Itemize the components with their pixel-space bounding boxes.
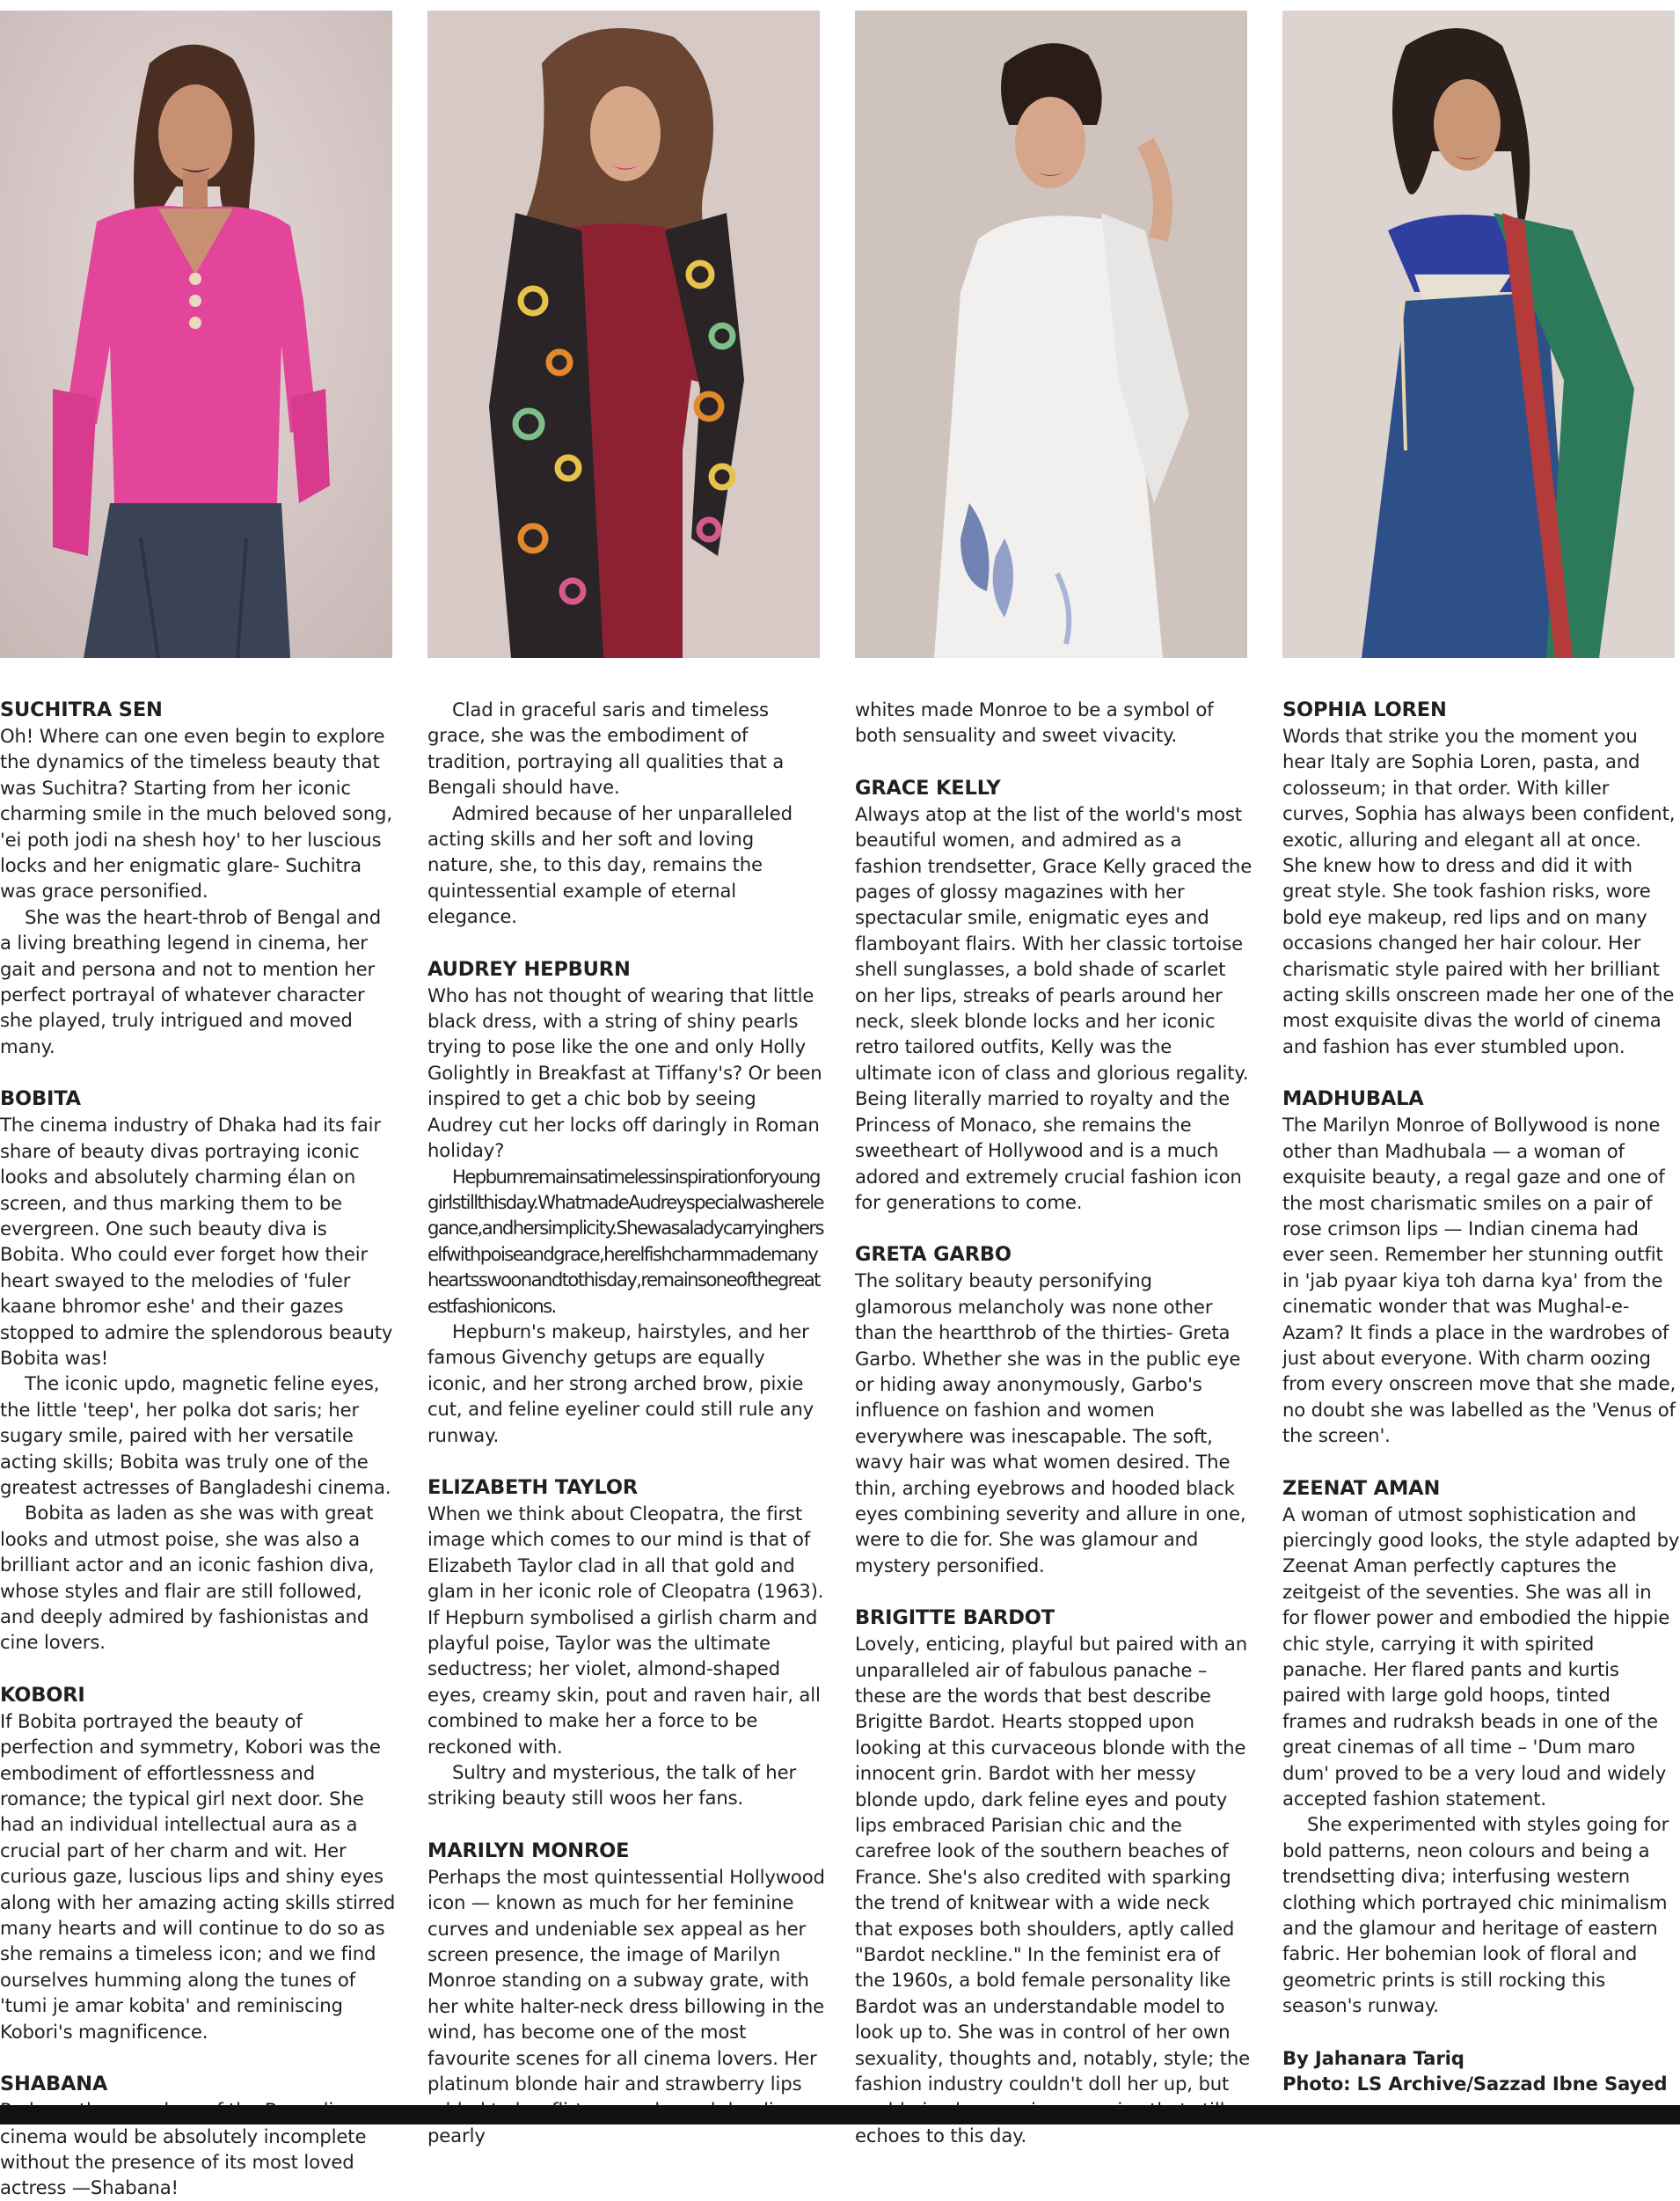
paragraph: cinema would be absolutely incomplete without the presence of its most loved actress —Shabana!	[0, 2124, 367, 2199]
paragraph: Lovely, enticing, playful but paired with an unparalleled air of fabulous panache – these are the words that best describe Brigitte Bardot. Hearts stopped upon looking at this curvaceous blonde with the innocent grin. Bardot with her messy blonde updo, dark feline eyes and pouty lips embraced Parisian chic and the carefree look of the southern beaches of France. She's also credited with sparking the trend of knitwear with a wide neck that exposes both shoulders, aptly called "Bardot neckline." In the feminist era of the 1960s, a bold female personality like Bardot was an understandable model to look up to. She was in control of her own sexuality, thoughts and, notably, style; the fashion industry couldn't doll her up, but echoes to this day.	[855, 1633, 1251, 2146]
paragraph: Sultry and mysterious, the talk of her striking beauty still woos her fans.	[427, 1761, 797, 1810]
section-heading-marilyn-monroe: MARILYN MONROE	[427, 1839, 630, 1862]
photo-credit: Photo: LS Archive/Sazzad Ibne Sayed	[1282, 2073, 1668, 2095]
photo-model-maroon-sari	[427, 11, 820, 658]
paragraph: The solitary beauty personifying glamorous melancholy was none other than the heartthrob of the thirties- Greta Garbo. Whether she was in the public eye or hiding away anonymously, Garbo's influence on fashion and women everywhere was inescapable. The soft, wavy hair was what women desired. The thin, arching eyebrows and hooded black eyes combining severity and allure in one, were to die for. She was glamour and mystery personified.	[855, 1269, 1246, 1576]
section-heading-madhubala: MADHUBALA	[1282, 1087, 1424, 1111]
section-heading-bobita: BOBITA	[0, 1087, 81, 1111]
section-heading-shabana: SHABANA	[0, 2073, 108, 2096]
article-column-4	[1282, 697, 1680, 2097]
paragraph: The cinema industry of Dhaka had its fair share of beauty divas portraying iconic looks and absolutely charming élan on screen, and thus marking them to be evergreen. One such beauty diva is Bobita. Who could ever forget how their heart swayed to the melodies of 'fuler kaane bhromor eshe' and their gazes stopped to admire the splendorous beauty Bobita was!	[0, 1114, 393, 1369]
section-heading-kobori: KOBORI	[0, 1683, 85, 1707]
section-heading-zeenat-aman: ZEENAT AMAN	[1282, 1476, 1441, 1500]
paragraph: The iconic updo, magnetic feline eyes, the little 'teep', her polka dot saris; her sugary smile, paired with her versatile acting skills; Bobita was truly one of the greatest actresses of Bangladeshi cinema.	[0, 1372, 391, 1498]
paragraph: Clad in graceful saris and timeless grace, she was the embodiment of tradition, portraying all qualities that a Bengali should have.	[427, 698, 785, 799]
paragraph: Hepburnremainsatimelessinspirationforyounggirlstillthisday.WhatmadeAudreyspecialwasherelegance,andhersimplicity.Shewasaladycarryingherselfwithpoiseandgrace,herelfishcharmmademanyheartsswoonandtothisday,remainsoneofthegreatestfashionicons.	[427, 1165, 823, 1317]
photo-model-blue-sari	[1282, 11, 1675, 658]
paragraph: She experimented with styles going for bold patterns, neon colours and being a trendsetting diva; interfusing western clothing which portrayed chic minimalism and the glamour and heritage of eastern fabric. Her bohemian look of floral and geometric prints is still rocking this season's runway.	[1282, 1813, 1669, 2017]
paragraph: Hepburn's makeup, hairstyles, and her famous Givenchy getups are equally iconic, and her strong arched brow, pixie cut, and feline eyeliner could still rule any runway.	[427, 1320, 814, 1446]
paragraph: A woman of utmost sophistication and piercingly good looks, the style adapted by Zeenat Aman perfectly captures the zeitgeist of the seventies. She was all in for flower power and embodied the hippie chic style, carrying it with spirited panache. Her flared pants and kurtis paired with large gold hoops, tinted frames and rudraksh beads in one of the great cinemas of all time – 'Dum maro dum' proved to be a very loud and widely accepted fashion statement.	[1282, 1503, 1680, 1810]
photo-model-pink-top	[0, 11, 392, 658]
paragraph: Bobita as laden as she was with great looks and utmost poise, she was also a brilliant actor and an iconic fashion diva, whose styles and flair are still followed, and deeply admired by fashionistas and cine lovers.	[0, 1502, 375, 1654]
section-heading-sophia-loren: SOPHIA LOREN	[1282, 698, 1447, 721]
section-heading-elizabeth-taylor: ELIZABETH TAYLOR	[427, 1475, 639, 1499]
paragraph: Oh! Where can one even begin to explore the dynamics of the timeless beauty that was Suchitra? Starting from her iconic charming smile in the much beloved song, 'ei poth jodi na shesh hoy' to her luscious locks and her enigmatic glare- Suchitra was grace personified.	[0, 725, 392, 903]
author-byline: By Jahanara Tariq	[1282, 2046, 1465, 2069]
paragraph: When we think about Cleopatra, the first image which comes to our mind is that of Elizabeth Taylor clad in all that gold and glam in her iconic role of Cleopatra (1963). If Hepburn symbolised a girlish charm and playful poise, Taylor was the ultimate seductress; her violet, almond-shaped eyes, creamy skin, pout and raven hair, all combined to make her a force to be reckoned with.	[427, 1502, 824, 1758]
paragraph: Words that strike you the moment you hear Italy are Sophia Loren, pasta, and colosseum; in that order. With killer curves, Sophia has always been confident, exotic, alluring and elegant all at once. She knew how to dress and did it with great style. She took fashion risks, wore bold eye makeup, red lips and on many occasions changed her hair colour. Her charismatic style paired with her brilliant acting skills onscreen made her one of the most exquisite divas the world of cinema and fashion has ever stumbled upon.	[1282, 725, 1676, 1057]
photo-model-white-sari	[855, 11, 1247, 658]
paragraph: Who has not thought of wearing that little black dress, with a string of shiny pearls trying to pose like the one and only Holly Golightly in Breakfast at Tiffany's? Or been inspired to get a chic bob by seeing Audrey cut her locks off daringly in Roman holiday?	[427, 984, 822, 1162]
article-column-3	[855, 697, 1253, 2148]
paragraph: She was the heart-throb of Bengal and a living breathing legend in cinema, her gait and persona and not to mention her perfect portrayal of whatever character she played, truly intrigued and moved many.	[0, 905, 381, 1057]
section-heading-audrey-hepburn: AUDREY HEPBURN	[427, 957, 631, 981]
article-column-1	[0, 697, 398, 2201]
section-heading-grace-kelly: GRACE KELLY	[855, 776, 1001, 800]
paragraph: Admired because of her unparalleled acting skills and her soft and loving nature, she, to this day, remains the quintessential example of eternal elegance.	[427, 801, 793, 928]
section-heading-suchitra-sen: SUCHITRA SEN	[0, 698, 163, 721]
paragraph: The Marilyn Monroe of Bollywood is none other than Madhubala — a woman of exquisite beauty, a regal gaze and one of the most charismatic smiles on a pair of rose crimson lips — Indian cinema had ever seen. Remember her stunning outfit in 'jab pyaar kiya toh darna kya' from the cinematic wonder that was Mughal-e-Azam? It finds a place in the wardrobes of just about everyone. With charm oozing from every onscreen move that she made, no doubt she was labelled as the 'Venus of the screen'.	[1282, 1114, 1676, 1447]
paragraph: Perhaps the most quintessential Hollywood icon — known as much for her feminine curves and undeniable sex appeal as her screen presence, the image of Marilyn Monroe standing on a subway grate, with her white halter-neck dress billowing in the wind, has become one of the most favourite scenes for all cinema lovers. Her platinum blonde hair and strawberry lips pearly	[427, 1865, 825, 2146]
article-column-2	[427, 697, 825, 2148]
section-heading-greta-garbo: GRETA GARBO	[855, 1243, 1012, 1267]
page-bottom-border	[0, 2105, 1680, 2124]
paragraph: If Bobita portrayed the beauty of perfection and symmetry, Kobori was the embodiment of effortlessness and romance; the typical girl next door. She had an individual intellectual aura as a crucial part of her charm and wit. Her curious gaze, luscious lips and shiny eyes along with her amazing acting skills stirred many hearts and will continue to do so as she remains a timeless icon; and we find ourselves humming along the tunes of 'tumi je amar kobita' and reminiscing Kobori's magnificence.	[0, 1709, 396, 2043]
paragraph: Always atop at the list of the world's most beautiful women, and admired as a fashion trendsetter, Grace Kelly graced the pages of glossy magazines with her spectacular smile, enigmatic eyes and flamboyant flairs. With her classic tortoise shell sunglasses, a bold shade of scarlet on her lips, streaks of pearls around her neck, sleek blonde locks and her iconic retro tailored outfits, Kelly was the ultimate icon of class and glorious regality. Being literally married to royalty and the Princess of Monaco, she remains the sweetheart of Hollywood and is a much adored and extremely crucial fashion icon for generations to come.	[855, 802, 1253, 1213]
section-heading-brigitte-bardot: BRIGITTE BARDOT	[855, 1606, 1055, 1630]
paragraph: whites made Monroe to be a symbol of both sensuality and sweet vivacity.	[855, 698, 1214, 747]
